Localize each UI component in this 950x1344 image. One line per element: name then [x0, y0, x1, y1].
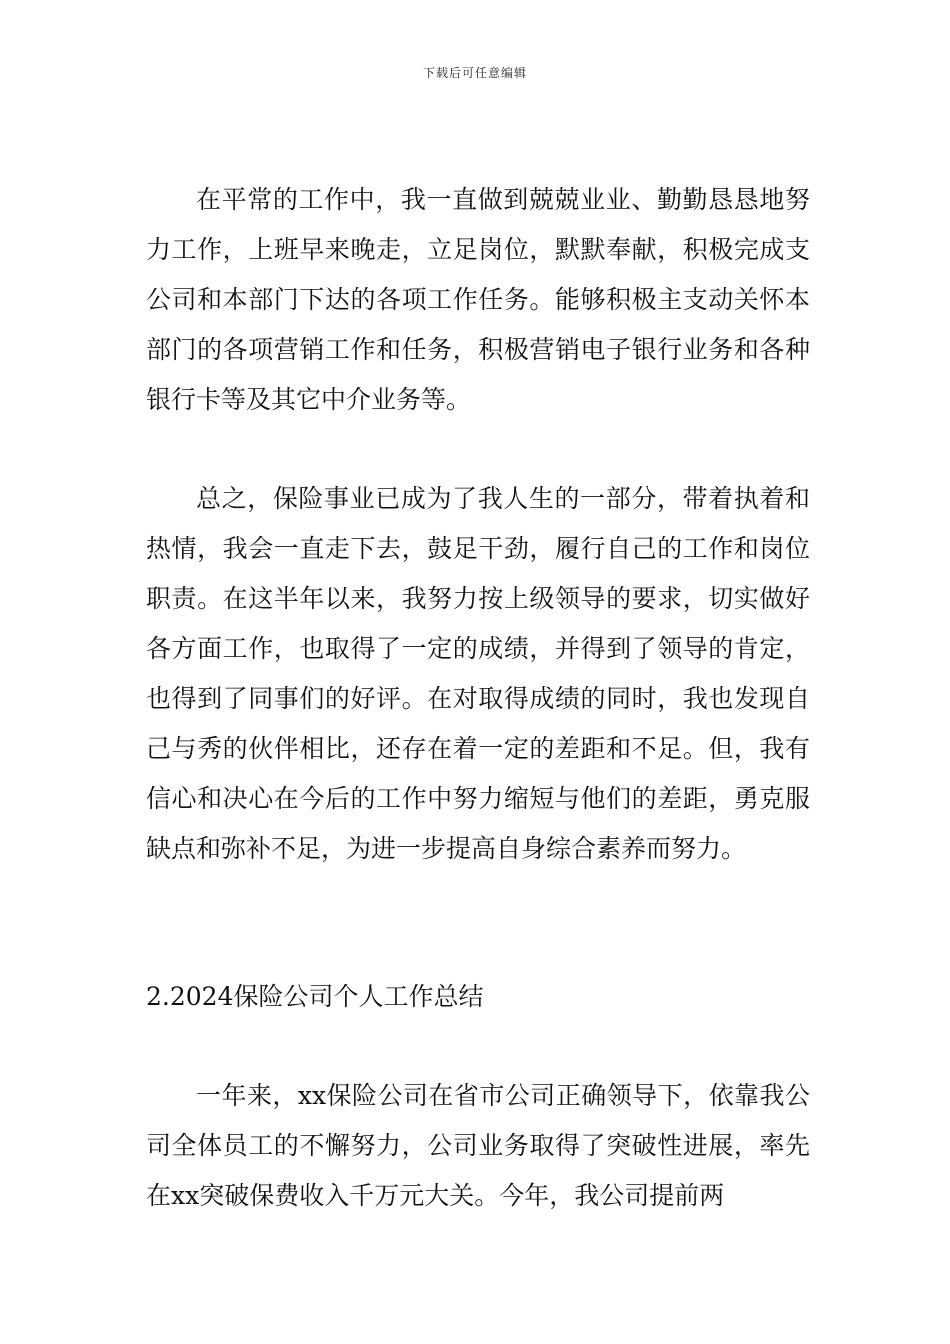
paragraph-year-review: 一年来，xx保险公司在省市公司正确领导下，依靠我公司全体员工的不懈努力，公司业务取得了突破性进展，率先在xx突破保费收入千万元大关。今年，我公司提前两	[146, 1081, 810, 1210]
paragraph-summary: 总之，保险事业已成为了我人生的一部分，带着执着和热情，我会一直走下去，鼓足干劲，履行自己的工作和岗位职责。在这半年以来，我努力按上级领导的要求，切实做好各方面工作，也取得了一定的成绩，并得到了领导的肯定，也得到了同事们的好评。在对取得成绩的同时，我也发现自己与秀的伙伴相比，还存在着一定的差距和不足。但，我有信心和决心在今后的工作中努力缩短与他们的差距，勇克服缺点和弥补不足，为进一步提高自身综合素养而努力。	[146, 484, 810, 863]
paragraph-work-attitude: 在平常的工作中，我一直做到兢兢业业、勤勤恳恳地努力工作，上班早来晚走，立足岗位，默默奉献，积极完成支公司和本部门下达的各项工作任务。能够积极主支动关怀本部门的各项营销工作和任务，积极营销电子银行业务和各种银行卡等及其它中介业务等。	[146, 185, 810, 414]
page-header-note: 下载后可任意编辑	[422, 66, 527, 80]
section-heading: 2.2024保险公司个人工作总结	[146, 982, 484, 1011]
